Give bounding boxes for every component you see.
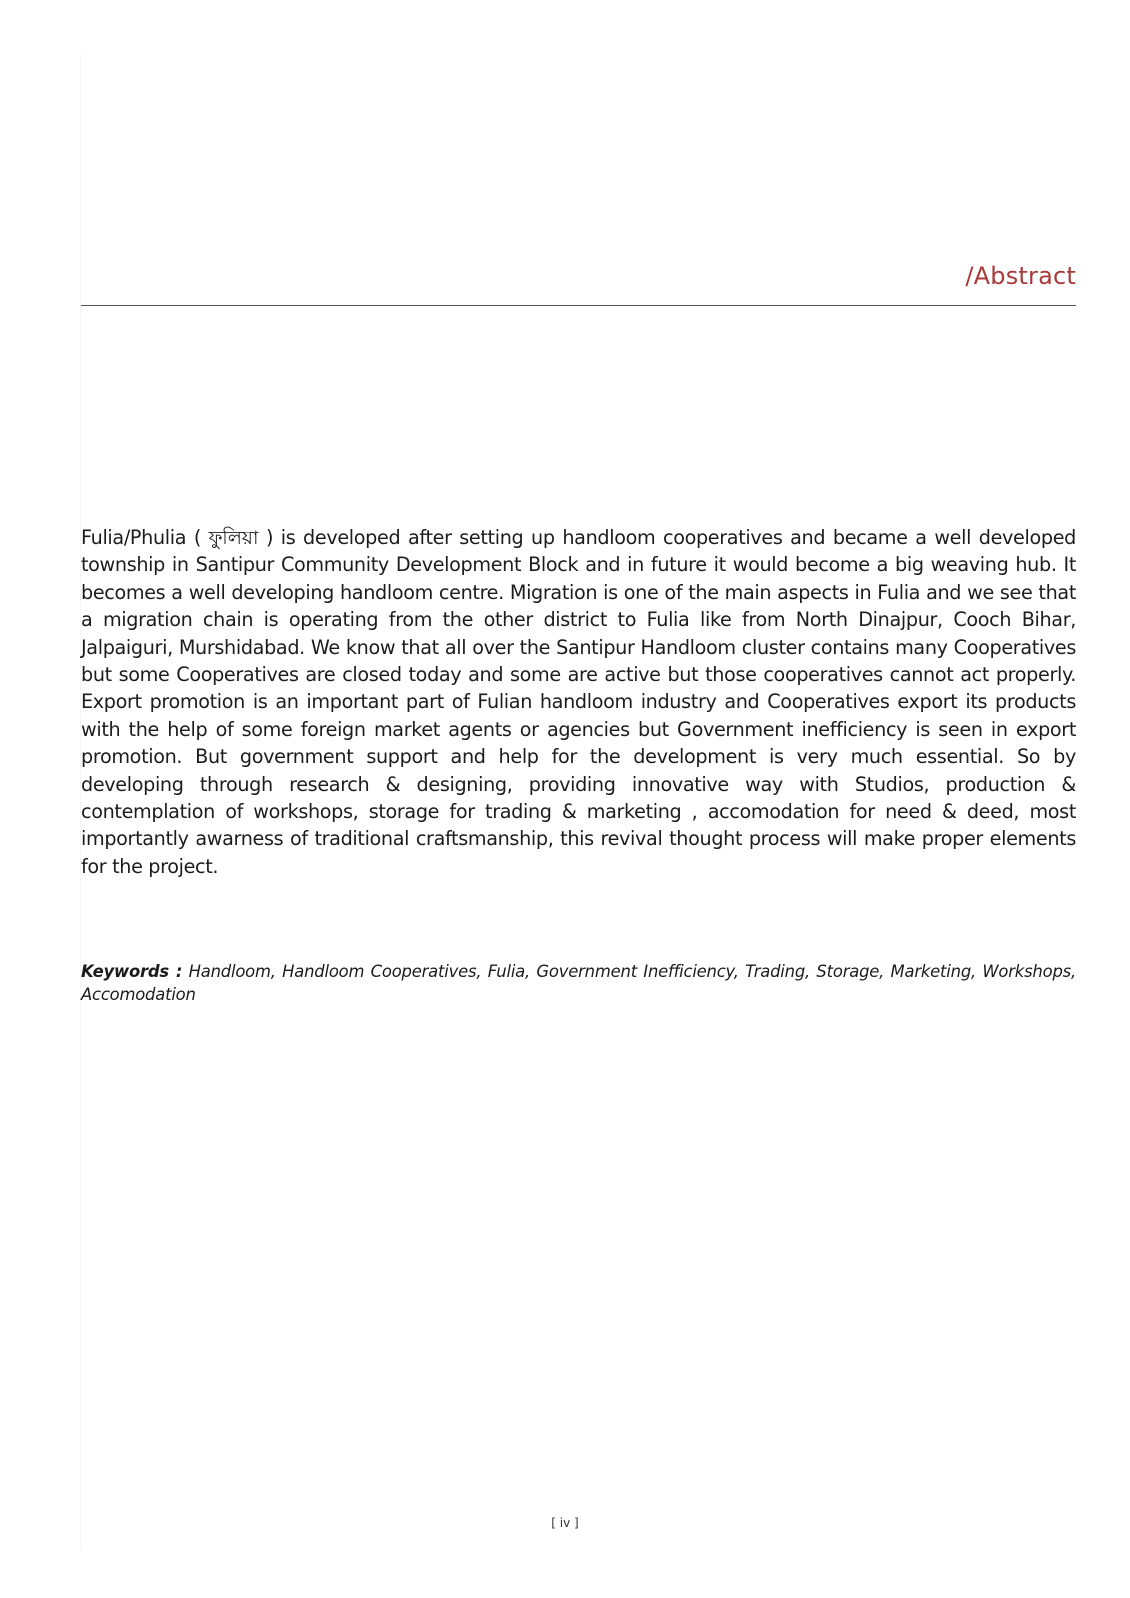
keywords-label: Keywords : [81, 962, 183, 981]
keywords-list: Handloom, Handloom Cooperatives, Fulia, Government Inefficiency, Trading, Storage, Marketing, Workshops, Accomodation [81, 962, 1076, 1004]
keywords-line [81, 960, 1076, 1006]
section-title: /Abstract [965, 262, 1076, 290]
title-divider [81, 305, 1076, 306]
page-number: [ iv ] [551, 1516, 579, 1530]
abstract-paragraph: Fulia/Phulia ( ফুলিয়া ) is developed after setting up handloom cooperatives and became a well developed township in Santipur Community Development Block and in future it would become a big weaving hub. It becomes a well developing handloom centre. Migration is one of the main aspects in Fulia and we see that a migration chain is operating from the other district to Fulia like from North Dinajpur, Cooch Bihar, Jalpaiguri, Murshidabad. We know that all over the Santipur Handloom cluster contains many Cooperatives but some Cooperatives are closed today and some are active but those cooperatives cannot act properly. Export promotion is an important part of Fulian handloom industry and Cooperatives export its products with the help of some foreign market agents or agencies but Government inefficiency is seen in export promotion. But government support and help for the development is very much essential. So by developing through research & designing, providing innovative way with Studios, production & contemplation of workshops, storage for trading & marketing , accomodation for need & deed, most importantly awarness of traditional craftsmanship, this revival thought process will make proper elements for the project. [81, 526, 1076, 878]
